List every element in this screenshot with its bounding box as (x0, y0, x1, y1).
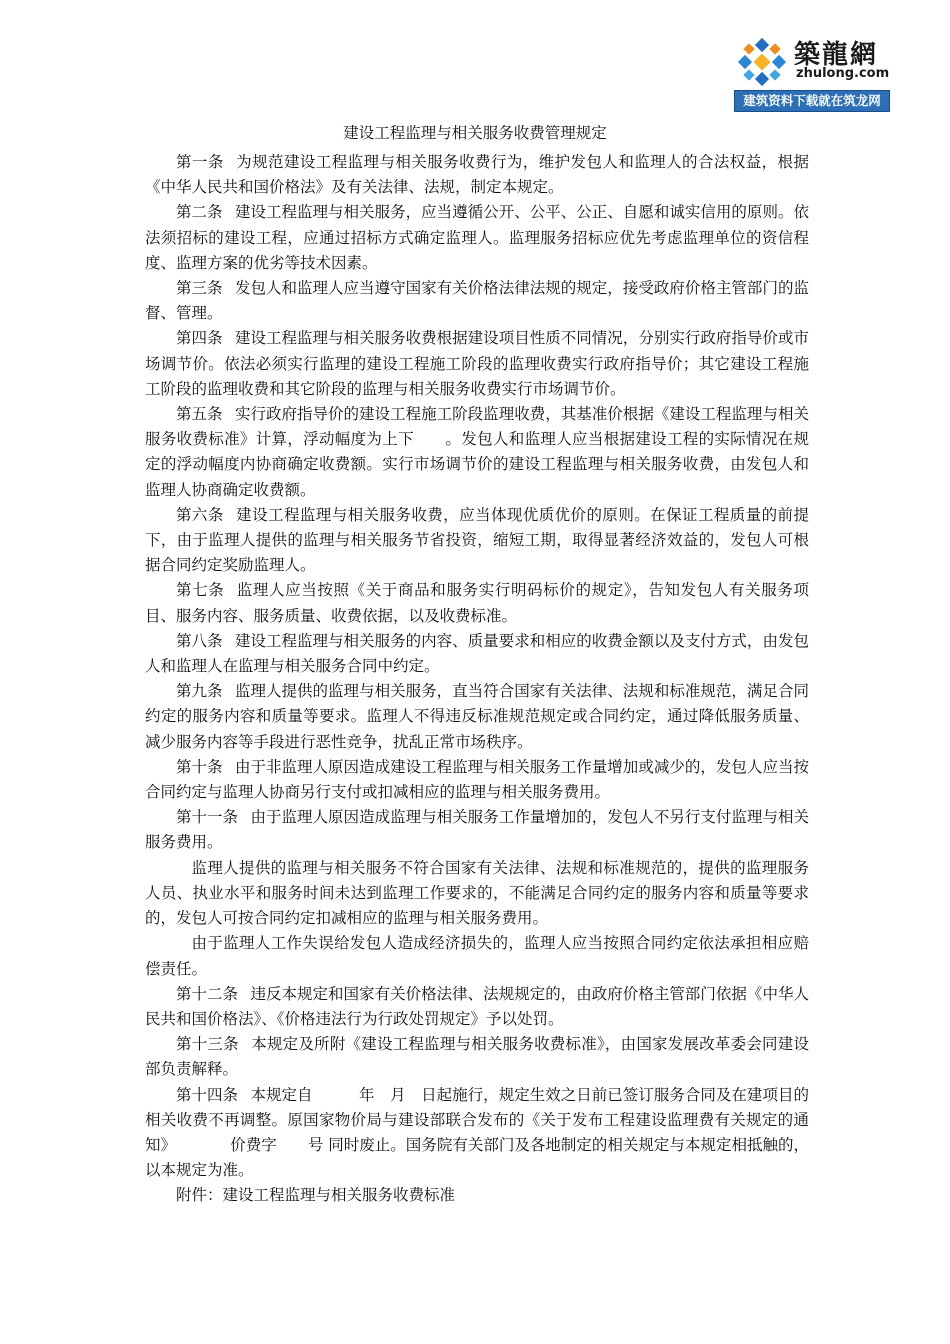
article-text: 建设工程监理与相关服务收费，应当体现优质优价的原则。在保证工程质量的前提下，由于监理人提供的监理与相关服务节省投资，缩短工期，取得显著经济效益的，发包人可根据合同约定奖励监理人。 (145, 505, 809, 575)
article-label: 第八条 (176, 631, 223, 650)
article-label: 第四条 (176, 329, 223, 348)
article-label: 第五条 (176, 405, 223, 424)
article-text: 由于监理人原因造成监理与相关服务工作量增加的，发包人不另行支付监理与相关服务费用。 (145, 808, 809, 852)
article-text: 建设工程监理与相关服务，应当遵循公开、公平、公正、自愿和诚实信用的原则。依法须招标的建设工程，应通过招标方式确定监理人。监理服务招标应优先考虑监理单位的资信程度、监理方案的优劣等技术因素。 (145, 203, 809, 272)
article-text: 监理人提供的监理与相关服务，直当符合国家有关法律、法规和标准规范，满足合同约定的服务内容和质量等要求。监理人不得违反标准规范规定或合同约定，通过降低服务质量、减少服务内容等手段进行恶性竞争，扰乱正常市场秩序。 (145, 682, 809, 751)
article-text: 建设工程监理与相关服务的内容、质量要求和相应的收费金额以及支付方式，由发包人和监理人在监理与相关服务合同中约定。 (145, 631, 809, 676)
article-text: 违反本规定和国家有关价格法律、法规规定的，由政府价格主管部门依据《中华人民共和国价格法》、《价格违法行为行政处罚规定》予以处罚。 (145, 984, 809, 1028)
article-text: 建设工程监理与相关服务收费根据建设项目性质不同情况，分别实行政府指导价或市场调节价。依法必须实行监理的建设工程施工阶段的监理收费实行政府指导价；其它建设工程施工阶段的监理收费和其它阶段的监理与相关服务收费实行市场调节价。 (145, 329, 809, 398)
article-1 (145, 150, 809, 200)
attachment (145, 1183, 809, 1208)
article-label: 第一条 (176, 153, 224, 171)
logo-header (734, 32, 890, 88)
article-label: 第十三条 (176, 1035, 239, 1054)
article-11-clause-2 (145, 856, 809, 932)
article-4 (145, 326, 809, 402)
article-9 (145, 679, 809, 755)
article-11-clause-3 (145, 931, 809, 981)
article-text: 监理人应当按照《关于商品和服务实行明码标价的规定》，告知发包人有关服务项目、服务内容、服务质量、收费依据，以及收费标准。 (145, 581, 809, 625)
article-6 (145, 503, 809, 579)
article-text: 监理人提供的监理与相关服务不符合国家有关法律、法规和标准规范的，提供的监理服务人员、执业水平和服务时间未达到监理工作要求的，不能满足合同约定的服务内容和质量等要求的，发包人可按合同约定扣减相应的监理与相关服务费用。 (145, 858, 809, 928)
article-label: 第十二条 (176, 984, 239, 1003)
logo-url: zhulong.com (796, 66, 890, 81)
article-2 (145, 200, 809, 276)
article-label: 第十条 (176, 757, 223, 776)
article-13 (145, 1032, 809, 1082)
article-label: 第十四条 (176, 1085, 239, 1104)
article-text: 由于非监理人原因造成建设工程监理与相关服务工作量增加或减少的，发包人应当按合同约定与监理人协商另行支付或扣减相应的监理与相关服务费用。 (145, 757, 809, 802)
article-text: 本规定自 年 月 日起施行，规定生效之日前已签订服务合同及在建项目的相关收费不再调整。原国家物价局与建设部联合发布的《关于发布工程建设监理费有关规定的通知》 价费字 号 同时废止。国务院有关部门及各地制定的相关规定与本规定相抵触的，以本规定为准。 (145, 1085, 809, 1180)
article-label: 第九条 (176, 682, 223, 701)
logo-slogan: 建筑资料下载就在筑龙网 (734, 90, 890, 112)
article-8 (145, 629, 809, 679)
zhulong-logo (734, 32, 890, 112)
document-body (145, 150, 809, 1209)
snowflake-logo-icon (736, 36, 788, 88)
document-title: 建设工程监理与相关服务收费管理规定 (343, 124, 607, 142)
article-label: 第二条 (176, 203, 223, 222)
article-12 (145, 982, 809, 1032)
article-text: 为规范建设工程监理与相关服务收费行为，维护发包人和监理人的合法权益，根据《中华人民共和国价格法》及有关法律、法规，制定本规定。 (145, 153, 809, 197)
article-label: 第三条 (176, 279, 223, 298)
attachment-text: 建设工程监理与相关服务收费标准 (222, 1186, 456, 1205)
article-text: 本规定及所附《建设工程监理与相关服务收费标准》，由国家发展改革委会同建设部负责解释。 (145, 1035, 809, 1079)
article-text: 发包人和监理人应当遵守国家有关价格法律法规的规定，接受政府价格主管部门的监督、管理。 (145, 279, 809, 323)
article-label: 第十一条 (176, 808, 239, 827)
logo-name: 築龍網 (794, 40, 879, 70)
article-text: 实行政府指导价的建设工程施工阶段监理收费，其基准价根据《建设工程监理与相关服务收费标准》计算，浮动幅度为上下 。发包人和监理人应当根据建设工程的实际情况在规定的浮动幅度内协商确定收费额。实行市场调节价的建设工程监理与相关服务收费，由发包人和监理人协商确定收费额。 (145, 405, 809, 499)
attachment-label: 附件： (176, 1186, 223, 1205)
article-3 (145, 276, 809, 326)
article-label: 第六条 (176, 505, 224, 524)
article-11 (145, 805, 809, 855)
article-5 (145, 402, 809, 503)
article-text: 由于监理人工作失误给发包人造成经济损失的，监理人应当按照合同约定依法承担相应赔偿责任。 (145, 934, 809, 978)
article-10 (145, 755, 809, 805)
article-label: 第七条 (176, 581, 225, 600)
article-7 (145, 578, 809, 628)
article-14 (145, 1083, 809, 1184)
